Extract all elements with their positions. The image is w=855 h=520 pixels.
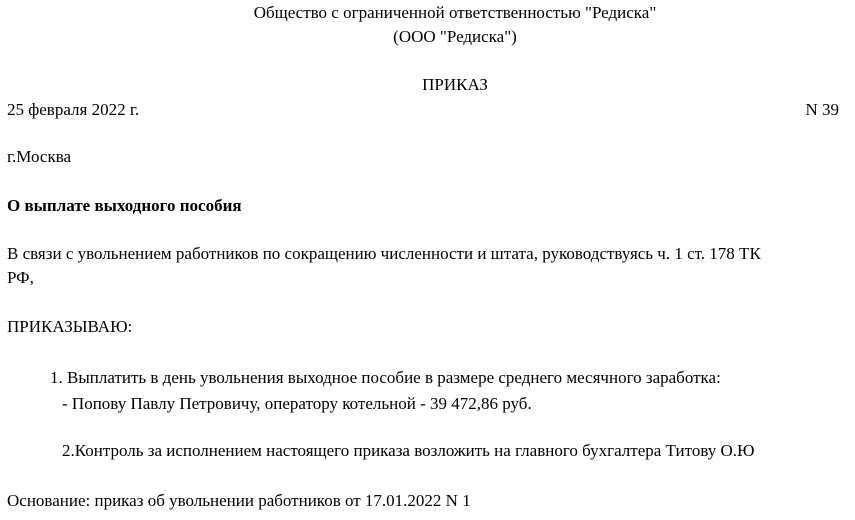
document-number: N 39 <box>805 100 839 119</box>
document-type: ПРИКАЗ <box>422 75 488 94</box>
document-subject: О выплате выходного пособия <box>7 196 242 215</box>
document-date: 25 февраля 2022 г. <box>7 100 140 119</box>
order-item-2: 2.Контроль за исполнением настоящего приказа возложить на главного бухгалтера Титову О.Ю <box>62 441 755 460</box>
order-item-1-sub: - Попову Павлу Петровичу, оператору котельной - 39 472,86 руб. <box>62 394 532 413</box>
org-short-name: (ООО "Редиска") <box>393 27 517 46</box>
document-basis: Основание: приказ об увольнении работников от 17.01.2022 N 1 <box>7 491 471 510</box>
org-name: Общество с ограниченной ответственностью "Редиска" <box>253 3 657 22</box>
preamble-line-1: В связи с увольнением работников по сокращению численности и штата, руководствуясь ч. 1 ст. 178 ТК <box>7 244 761 263</box>
order-word: ПРИКАЗЫВАЮ: <box>7 317 133 336</box>
document-city: г.Москва <box>7 147 72 166</box>
order-item-1: 1. Выплатить в день увольнения выходное пособие в размере среднего месячного заработка: <box>50 368 721 387</box>
preamble-line-2: РФ, <box>7 268 34 287</box>
